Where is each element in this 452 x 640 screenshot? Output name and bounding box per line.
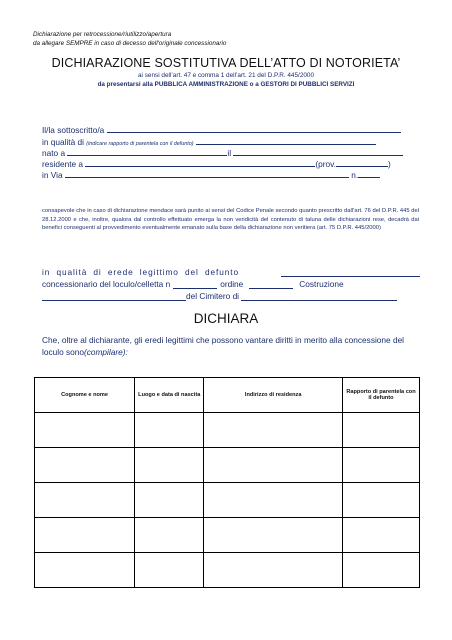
heir-label-text: in qualità di erede legittimo del defunto: [42, 267, 239, 277]
header-cognome-nome: Cognome e nome: [35, 378, 135, 413]
table-cell[interactable]: [35, 518, 135, 553]
ordine-field[interactable]: [249, 281, 293, 289]
table-cell[interactable]: [35, 448, 135, 483]
legal-reference: ai sensi dell’art. 47 e comma 1 dell’art. 21 del D.P.R. 445/2000: [137, 72, 315, 79]
header-line-1: Dichiarazione per retrocessione/riutilizzo/apertura: [33, 31, 172, 38]
table-cell[interactable]: [204, 448, 343, 483]
table-cell[interactable]: [135, 413, 204, 448]
table-cell[interactable]: [204, 483, 343, 518]
nato-label: nato a: [42, 148, 66, 158]
table-cell[interactable]: [135, 448, 204, 483]
cimitero-field[interactable]: [241, 293, 397, 301]
sottoscritto-field[interactable]: [107, 125, 401, 133]
table-cell[interactable]: [342, 413, 419, 448]
residente-row: [42, 159, 391, 169]
table-cell[interactable]: [35, 483, 135, 518]
qualita-field[interactable]: [196, 137, 376, 145]
birthdate-field[interactable]: [233, 148, 403, 156]
heir-label: [42, 267, 275, 277]
sottoscritto-label: Il/la sottoscritto/a: [42, 125, 105, 135]
header-indirizzo-residenza: Indirizzo di residenza: [204, 378, 343, 413]
table-cell[interactable]: [35, 553, 135, 588]
header-luogo-data-nascita: Luogo e data di nascita: [135, 378, 204, 413]
nato-row: [42, 148, 403, 158]
cimitero-label: del Cimitero di: [186, 291, 240, 301]
via-label: in Via: [42, 170, 63, 180]
heirs-table: [34, 377, 420, 588]
heirs-table-header: [35, 378, 420, 413]
table-cell[interactable]: [342, 518, 419, 553]
residence-city-field[interactable]: [85, 159, 315, 167]
cimitero-row: [42, 291, 420, 301]
il-label: il: [227, 148, 232, 158]
prov-label: (prov.: [315, 159, 336, 169]
legal-notice: consapevole che in caso di dichiarazione mendace sarà punito ai sensi del Codice Penale secondo quanto prescritto dall’art. 76 del D.P.R. 445 del 28.12.2000 e che, inoltre, qualora dal controllo effettuato emerga la non veridicità del contenuto di taluna delle dichiarazioni rese, decadrà dai benefici conseguenti al provvedimento eventualmente emanato sulla base della dichiarazione non veritiera (art. 75 D.P.R. 445/2000): [42, 208, 419, 232]
heirs-intro-italic: (compilare):: [83, 347, 128, 357]
costruzione-field[interactable]: [42, 293, 186, 301]
table-cell[interactable]: [342, 553, 419, 588]
table-cell[interactable]: [35, 413, 135, 448]
submission-note: da presentarsi alla PUBBLICA AMMINISTRAZIONE o a GESTORI DI PUBBLICI SERVIZI: [97, 81, 355, 88]
heirs-intro: [42, 334, 420, 358]
via-row: [42, 170, 380, 180]
table-cell[interactable]: [135, 518, 204, 553]
table-cell[interactable]: [342, 483, 419, 518]
qualita-label: in qualità di: [42, 137, 84, 147]
table-cell[interactable]: [342, 448, 419, 483]
table-row: [35, 518, 420, 553]
header-line-2: da allegare SEMPRE in caso di decesso dell'originale concessionario: [33, 40, 227, 47]
birthplace-field[interactable]: [67, 148, 227, 156]
table-row: [35, 448, 420, 483]
dichiara-heading: DICHIARA: [193, 311, 259, 326]
loculo-number-field[interactable]: [173, 281, 217, 289]
qualita-row: [42, 137, 376, 147]
sottoscritto-row: [42, 125, 401, 135]
table-row: [35, 483, 420, 518]
deceased-field[interactable]: [281, 269, 420, 277]
table-cell[interactable]: [204, 518, 343, 553]
province-field[interactable]: [336, 159, 388, 167]
header-rapporto-parentela: Rapporto di parentela con il defunto: [342, 378, 419, 413]
residente-label: residente a: [42, 159, 84, 169]
street-number-field[interactable]: [358, 170, 380, 178]
heirs-intro-text: Che, oltre al dichiarante, gli eredi legittimi che possono vantare diritti in merito alla concessione del loculo sono: [42, 335, 405, 357]
costruzione-label: Costruzione: [299, 279, 344, 289]
heir-row: [42, 267, 420, 277]
table-row: [35, 413, 420, 448]
table-cell[interactable]: [135, 553, 204, 588]
concession-row: [42, 279, 420, 289]
street-field[interactable]: [65, 170, 349, 178]
document-title: DICHIARAZIONE SOSTITUTIVA DELL’ATTO DI NOTORIETA’: [51, 56, 401, 70]
concession-label: concessionario del loculo/celletta n: [42, 279, 171, 289]
prov-close: ): [387, 159, 391, 169]
table-cell[interactable]: [204, 553, 343, 588]
number-label: n.: [351, 170, 359, 180]
table-cell[interactable]: [135, 483, 204, 518]
qualita-hint: (indicare rapporto di parentela con il defunto): [86, 141, 194, 147]
table-row: [35, 553, 420, 588]
ordine-label: ordine: [220, 279, 244, 289]
table-cell[interactable]: [204, 413, 343, 448]
